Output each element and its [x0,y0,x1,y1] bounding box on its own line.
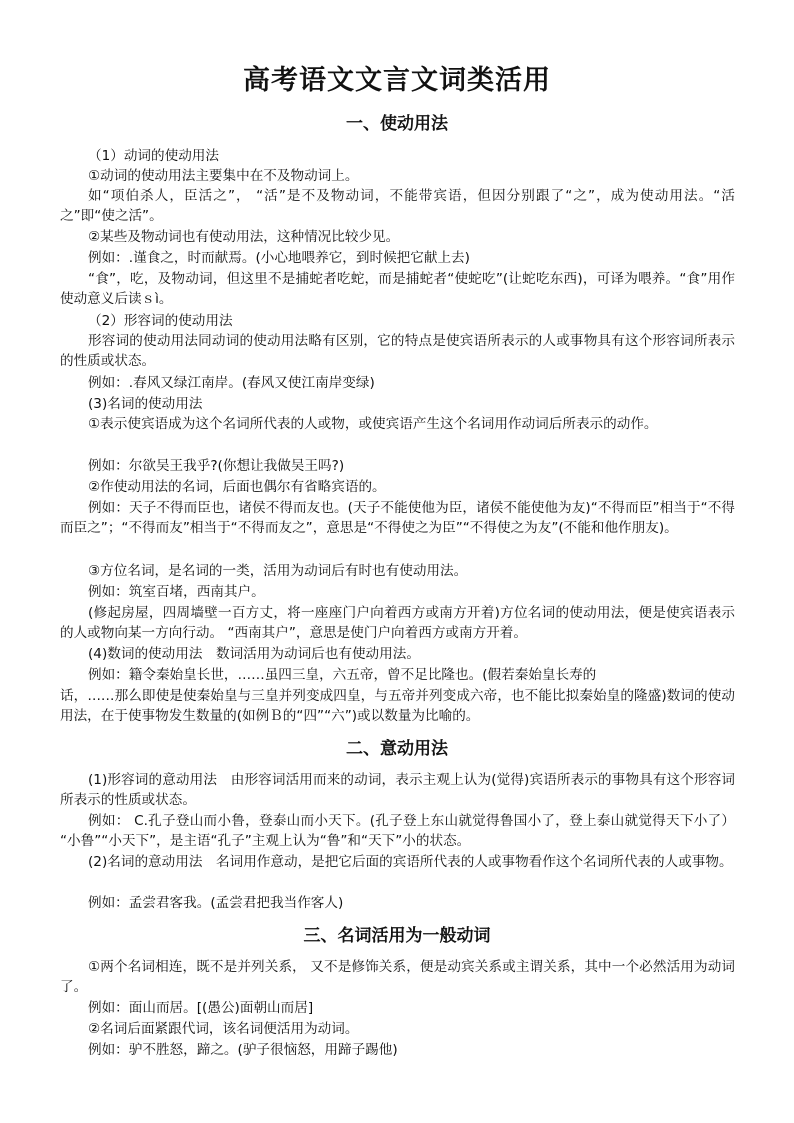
paragraph: (4)数词的使动用法 数词活用为动词后也有使动用法。 [88,646,420,662]
paragraph: 例如：面山而居。[(愚公)面朝山而居] [88,1000,314,1016]
paragraph: ①表示使宾语成为这个名词所代表的人或物，或使宾语产生这个名词用作动词后所表示的动作。 [88,416,658,432]
paragraph: ②某些及物动词也有使动用法，这种情况比较少见。 [88,229,400,245]
paragraph: 话，……那么即使是使秦始皇与三皇并列变成四皇，与五帝并列变成六帝，也不能比拟秦始皇的隆盛)数词的使动用法，在于使事物发生数量的(如例Ｂ的“四”“六”)或以数量为比喻的。 [60,688,735,724]
paragraph: 例如：尔欲吴王我乎?(你想让我做吴王吗?) [88,458,345,474]
paragraph: ②名词后面紧跟代词，该名词便活用为动词。 [88,1021,359,1037]
paragraph: 例如：.谨食之，时而献焉。(小心地喂养它，到时候把它献上去) [88,250,470,266]
paragraph: (修起房屋，四周墙壁一百方丈，将一座座门户向着西方或南方开着)方位名词的使动用法，便是使宾语表示的人或物向某一方向行动。 “西南其户”，意思是使门户向着西方或南方开着。 [60,605,735,641]
paragraph: (3)名词的使动用法 [88,396,203,412]
paragraph: 例如： C.孔子登山而小鲁，登泰山而小天下。(孔子登上东山就觉得鲁国小了，登上泰山就觉得天下小了） “小鲁”“小天下”，是主语“孔子”主观上认为“鲁”和“天下”小的状态。 [60,813,735,849]
paragraph: 例如：筑室百堵，西南其户。 [88,584,265,600]
paragraph: 例如：天子不得而臣也，诸侯不得而友也。(天子不能使他为臣，诸侯不能使他为友)“不得而臣”相当于“不得而臣之”；“不得而友”相当于“不得而友之”，意思是“不得使之为臣”“不得使之为友”(不能和他作朋友)。 [60,500,735,536]
paragraph: ①两个名词相连，既不是并列关系， 又不是修饰关系，便是动宾关系或主谓关系，其中一个必然活用为动词了。 [60,959,735,995]
paragraph: ③方位名词，是名词的一类，活用为动词后有时也有使动用法。 [88,563,468,579]
paragraph: （1）动词的使动用法 [88,148,219,164]
paragraph: 如“项伯杀人，臣活之”， “活”是不及物动词，不能带宾语，但因分别跟了“之”，成为使动用法。“活之”即“使之活”。 [60,188,735,224]
paragraph: 形容词的使动用法同动词的使动用法略有区别，它的特点是使宾语所表示的人或事物具有这个形容词所表示的性质或状态。 [60,333,735,369]
paragraph: 例如：驴不胜怒，蹄之。(驴子很恼怒，用蹄子踢他) [88,1042,398,1058]
paragraph: 例如：籍令秦始皇长世，……虽四三皇，六五帝，曾不足比隆也。(假若秦始皇长寿的 [88,667,597,683]
section-heading-noun-as-verb: 三、名词活用为一般动词 [303,926,491,946]
paragraph: “食”，吃，及物动词，但这里不是捕蛇者吃蛇，而是捕蛇者“使蛇吃”(让蛇吃东西)，可译为喂养。“食”用作使动意义后读ｓì。 [60,271,735,307]
paragraph: ①动词的使动用法主要集中在不及物动词上。 [88,168,359,184]
section-heading-causative: 一、使动用法 [346,114,448,134]
paragraph: (1)形容词的意动用法 由形容词活用而来的动词，表示主观上认为(觉得)宾语所表示的事物具有这个形容词所表示的性质或状态。 [60,772,735,808]
paragraph: (2)名词的意动用法 名词用作意动，是把它后面的宾语所代表的人或事物看作这个名词所代表的人或事物。 [88,854,733,870]
paragraph: 例如：孟尝君客我。(孟尝君把我当作客人) [88,895,344,911]
paragraph: （2）形容词的使动用法 [88,313,233,329]
paragraph: 例如：.春风又绿江南岸。(春风又使江南岸变绿) [88,375,375,391]
section-heading-putative: 二、意动用法 [346,739,448,759]
paragraph: ②作使动用法的名词，后面也偶尔有省略宾语的。 [88,479,386,495]
document-title: 高考语文文言文词类活用 [243,65,551,96]
